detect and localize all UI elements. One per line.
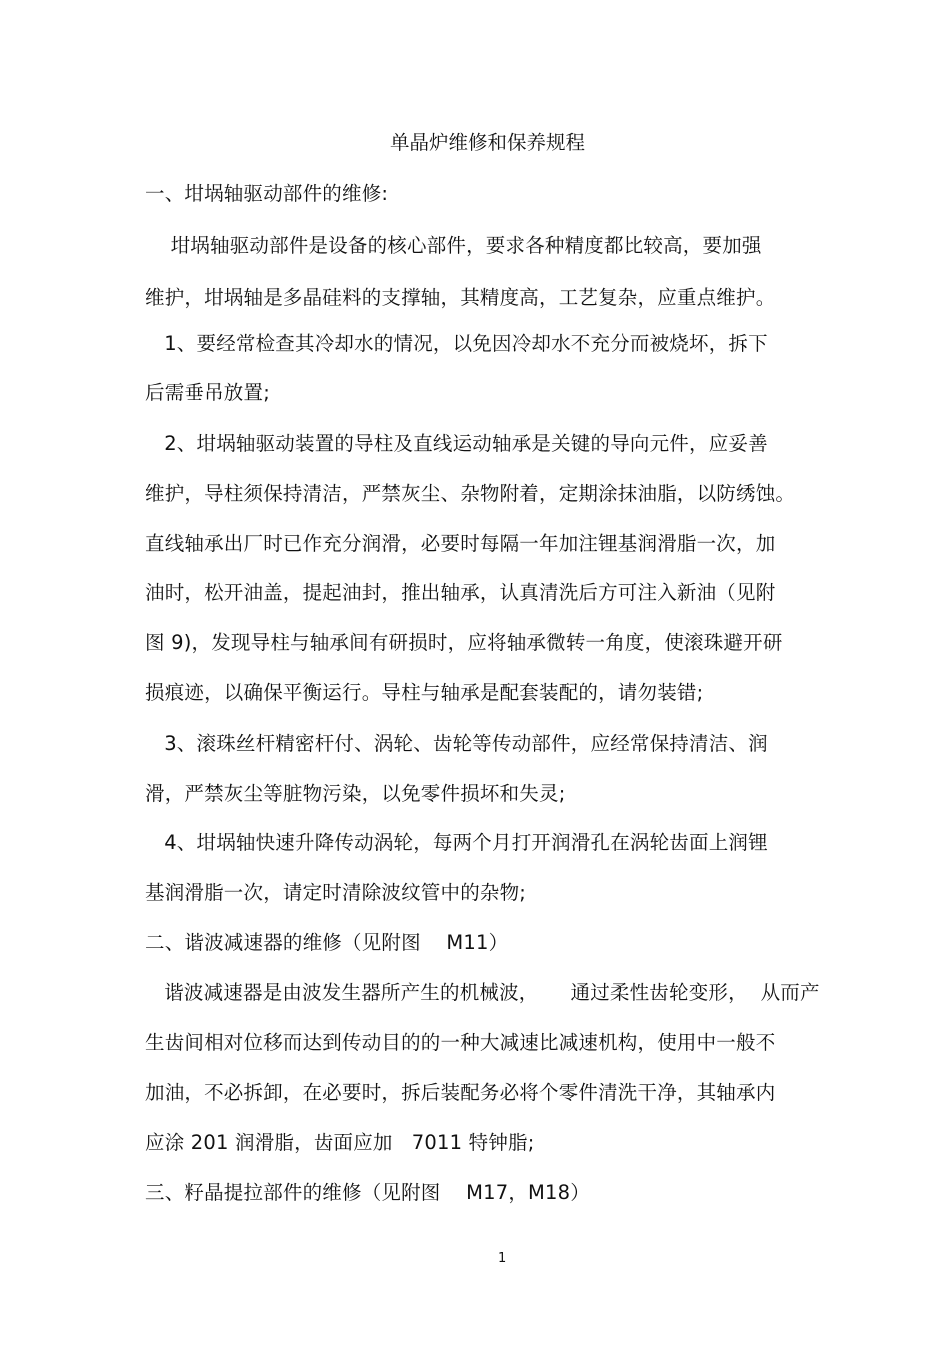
paragraph-line: 油时，松开油盖，提起油封，推出轴承，认真清洗后方可注入新油（见附 xyxy=(145,581,776,604)
section-heading-3: 三、籽晶提拉部件的维修（见附图 M17，M18） xyxy=(145,1181,590,1204)
paragraph-line: 维护，坩埚轴是多晶硅料的支撑轴，其精度高，工艺复杂，应重点维护。 xyxy=(145,286,776,309)
page-number: 1 xyxy=(498,1251,507,1266)
paragraph-line: 4、坩埚轴快速升降传动涡轮，每两个月打开润滑孔在涡轮齿面上润锂 xyxy=(145,831,768,854)
paragraph-line: 滑，严禁灰尘等脏物污染，以免零件损坏和失灵; xyxy=(145,782,566,805)
section-heading-1: 一、坩埚轴驱动部件的维修: xyxy=(145,182,389,205)
paragraph-line: 坩埚轴驱动部件是设备的核心部件，要求各种精度都比较高，要加强 xyxy=(145,234,762,257)
paragraph-line: 加油，不必拆卸，在必要时，拆后装配务必将个零件清洗干净，其轴承内 xyxy=(145,1081,776,1104)
section-heading-2: 二、谐波减速器的维修（见附图 M11） xyxy=(145,931,509,954)
paragraph-line: 生齿间相对位移而达到传动目的的一种大减速比减速机构，使用中一般不 xyxy=(145,1031,776,1054)
paragraph-line: 谐波减速器是由波发生器所产生的机械波， 通过柔性齿轮变形， 从而产 xyxy=(145,981,820,1004)
paragraph-line: 图 9)，发现导柱与轴承间有研损时，应将轴承微转一角度，使滚珠避开研 xyxy=(145,631,783,654)
paragraph-line: 基润滑脂一次，请定时清除波纹管中的杂物; xyxy=(145,881,527,904)
paragraph-line: 损痕迹，以确保平衡运行。导柱与轴承是配套装配的，请勿装错; xyxy=(145,681,704,704)
paragraph-line: 直线轴承出厂时已作充分润滑，必要时每隔一年加注锂基润滑脂一次，加 xyxy=(145,532,776,555)
paragraph-line: 维护，导柱须保持清洁，严禁灰尘、杂物附着，定期涂抹油脂，以防绣蚀。 xyxy=(145,482,796,505)
paragraph-line: 3、滚珠丝杆精密杆付、涡轮、齿轮等传动部件，应经常保持清洁、润 xyxy=(145,732,768,755)
paragraph-line: 应涂 201 润滑脂，齿面应加 7011 特钟脂; xyxy=(145,1131,535,1154)
document-title: 单晶炉维修和保养规程 xyxy=(390,131,586,154)
paragraph-line: 后需垂吊放置; xyxy=(145,381,270,404)
paragraph-line: 2、坩埚轴驱动装置的导柱及直线运动轴承是关键的导向元件，应妥善 xyxy=(145,432,768,455)
paragraph-line: 1、要经常检查其冷却水的情况，以免因冷却水不充分而被烧坏，拆下 xyxy=(145,332,768,355)
